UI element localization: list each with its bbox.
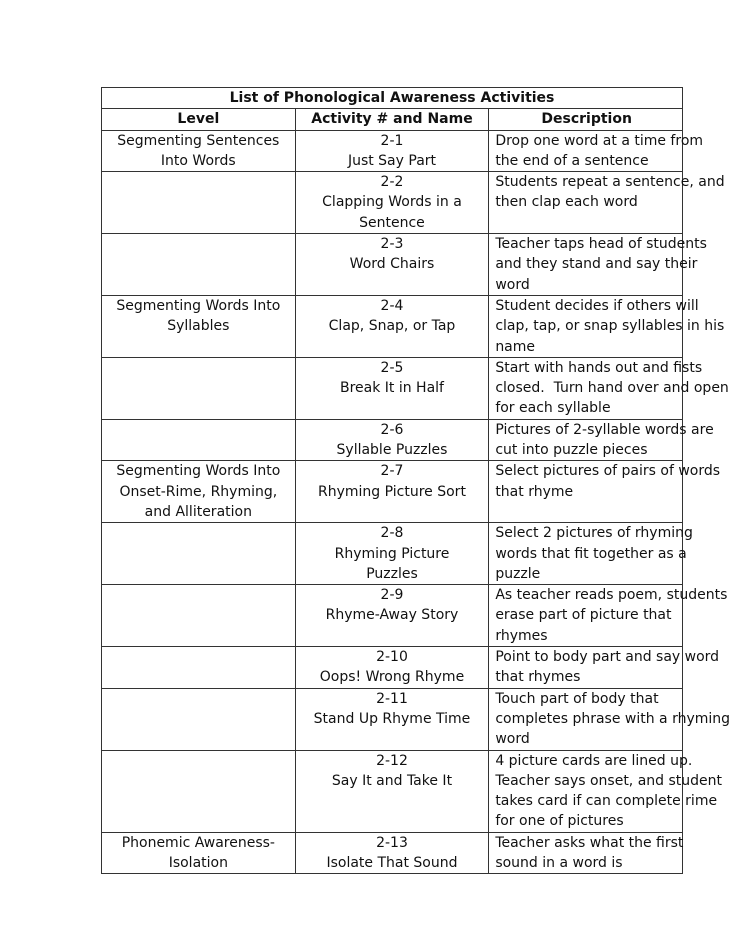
header-level: Level: [102, 109, 296, 130]
description-cell: [489, 750, 723, 832]
title-row: [102, 88, 683, 109]
description-cell: [489, 172, 725, 234]
activity-cell: [295, 295, 489, 357]
activity-cell: [295, 832, 489, 874]
level-cell: [102, 357, 296, 419]
description-text: for one of pictures: [495, 813, 624, 830]
description-text: rhymes: [495, 627, 548, 644]
header-row: [102, 109, 683, 130]
level-cell: [102, 523, 296, 585]
table-row: [102, 647, 683, 689]
level-text: Into Words: [160, 152, 236, 169]
level-text: Segmenting Words Into: [116, 463, 281, 480]
description-text: Select pictures of pairs of words: [495, 463, 721, 480]
level-cell: [102, 234, 296, 296]
activity-number: 2-1: [380, 132, 404, 149]
description-text: words that fit together as a: [495, 545, 687, 562]
description-text: Teacher taps head of students: [495, 236, 707, 253]
description-text: Teacher says onset, and student: [495, 772, 723, 789]
description-text: that rhyme: [495, 483, 574, 500]
description-text: cut into puzzle pieces: [495, 442, 648, 459]
level-text: Onset-Rime, Rhyming,: [119, 483, 278, 500]
activity-number: 2-13: [376, 834, 408, 851]
description-text: clap, tap, or snap syllables in his: [495, 318, 725, 335]
description-text: Students repeat a sentence, and: [495, 174, 725, 191]
activity-number: 2-5: [380, 359, 404, 376]
table-row: [102, 750, 683, 832]
description-cell: [489, 130, 704, 172]
table-row: [102, 295, 683, 357]
description-text: Pictures of 2-syllable words are: [495, 421, 714, 438]
activity-cell: [295, 750, 489, 832]
activity-cell: [295, 585, 489, 647]
description-cell: [489, 234, 707, 296]
table-row: [102, 832, 683, 874]
activity-cell: [295, 357, 489, 419]
description-text: Student decides if others will: [495, 297, 699, 314]
activity-number: 2-7: [380, 463, 404, 480]
activity-name: Isolate That Sound: [326, 854, 458, 871]
description-text: Start with hands out and fists: [495, 359, 703, 376]
description-text: As teacher reads poem, students: [495, 587, 728, 604]
table-body: [102, 130, 731, 874]
level-text: Segmenting Sentences: [117, 132, 280, 149]
level-cell: [102, 832, 296, 874]
description-text: for each syllable: [495, 400, 611, 417]
header-activity: Activity # and Name: [295, 109, 489, 130]
activity-name: Word Chairs: [349, 256, 435, 273]
description-text: name: [495, 338, 536, 355]
activity-cell: [295, 688, 489, 750]
description-text: the end of a sentence: [495, 152, 649, 169]
table-row: [102, 172, 683, 234]
table-row: [102, 523, 683, 585]
level-cell: [102, 172, 296, 234]
level-cell: [102, 750, 296, 832]
table-row: [102, 130, 683, 172]
activity-number: 2-9: [380, 587, 404, 604]
activity-number: 2-4: [380, 297, 404, 314]
description-cell: [489, 585, 728, 647]
activity-number: 2-2: [380, 174, 404, 191]
activity-name: Break It in Half: [339, 380, 444, 397]
description-text: Teacher asks what the first: [495, 834, 684, 851]
description-text: Select 2 pictures of rhyming: [495, 525, 693, 542]
level-cell: [102, 130, 296, 172]
description-text: completes phrase with a rhyming: [495, 710, 731, 727]
activity-number: 2-11: [376, 690, 408, 707]
description-cell: [489, 419, 714, 461]
description-cell: [489, 461, 721, 523]
level-text: and Alliteration: [144, 503, 252, 520]
level-cell: [102, 585, 296, 647]
level-text: Phonemic Awareness-: [121, 834, 275, 851]
description-text: Drop one word at a time from: [495, 132, 704, 149]
activity-cell: [295, 419, 489, 461]
activity-number: 2-3: [380, 236, 404, 253]
activity-name: Stand Up Rhyme Time: [313, 710, 471, 727]
description-cell: [489, 523, 693, 585]
activity-name: Rhyming Picture Sort: [318, 483, 466, 500]
activity-number: 2-8: [380, 525, 404, 542]
description-text: 4 picture cards are lined up.: [495, 752, 693, 769]
activity-cell: [295, 647, 489, 689]
activity-cell: [295, 172, 489, 234]
description-cell: [489, 832, 683, 874]
activity-name: Sentence: [359, 214, 425, 231]
level-cell: [102, 419, 296, 461]
level-cell: [102, 461, 296, 523]
activity-name: Just Say Part: [347, 152, 437, 169]
description-text: and they stand and say their: [495, 256, 698, 273]
activities-table: [101, 87, 731, 874]
activity-number: 2-6: [380, 421, 404, 438]
description-text: erase part of picture that: [495, 607, 672, 624]
activity-name: Clapping Words in a: [322, 194, 462, 211]
activity-name: Oops! Wrong Rhyme: [319, 669, 465, 686]
description-text: that rhymes: [495, 669, 581, 686]
level-text: Isolation: [168, 854, 228, 871]
activity-name: Rhyme-Away Story: [325, 607, 459, 624]
activity-name: Rhyming Picture: [334, 545, 450, 562]
description-text: word: [495, 276, 530, 293]
activity-cell: [295, 234, 489, 296]
description-cell: [489, 647, 720, 689]
level-text: Segmenting Words Into: [116, 297, 281, 314]
description-text: closed. Turn hand over and open: [495, 380, 729, 397]
activity-name: Say It and Take It: [331, 772, 453, 789]
description-text: sound in a word is: [495, 854, 623, 871]
table-row: [102, 357, 683, 419]
description-text: takes card if can complete rime: [495, 793, 718, 810]
description-cell: [489, 295, 725, 357]
header-description: Description: [489, 109, 683, 130]
description-cell: [489, 357, 729, 419]
activity-name: Syllable Puzzles: [336, 442, 448, 459]
table-row: [102, 688, 683, 750]
level-cell: [102, 647, 296, 689]
level-cell: [102, 295, 296, 357]
level-cell: [102, 688, 296, 750]
table-row: [102, 419, 683, 461]
description-text: puzzle: [495, 565, 541, 582]
activity-cell: [295, 130, 489, 172]
activity-name: Puzzles: [366, 565, 418, 582]
table-row: [102, 585, 683, 647]
activity-cell: [295, 461, 489, 523]
table-row: [102, 234, 683, 296]
activity-number: 2-10: [376, 649, 408, 666]
activity-number: 2-12: [376, 752, 408, 769]
description-text: Point to body part and say word: [495, 649, 720, 666]
table-title: List of Phonological Awareness Activities: [102, 88, 683, 109]
activity-cell: [295, 523, 489, 585]
description-text: word: [495, 731, 530, 748]
description-cell: [489, 688, 731, 750]
description-text: then clap each word: [495, 194, 638, 211]
table-row: [102, 461, 683, 523]
activity-name: Clap, Snap, or Tap: [328, 318, 456, 335]
level-text: Syllables: [167, 318, 230, 335]
description-text: Touch part of body that: [495, 690, 659, 707]
